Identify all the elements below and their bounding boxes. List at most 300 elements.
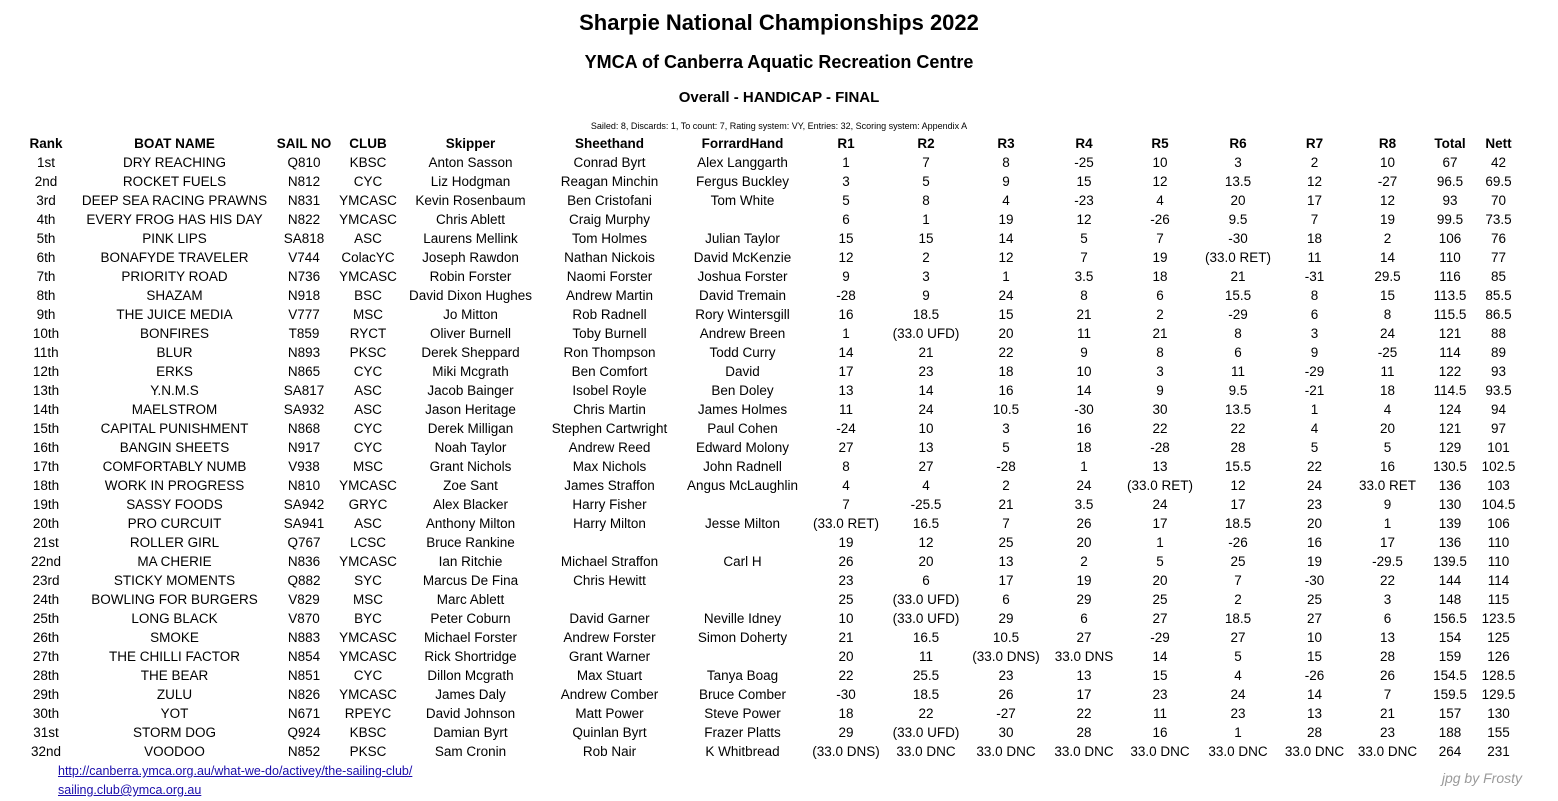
table-cell: 17	[1306, 193, 1323, 208]
table-cell: 10th	[32, 326, 60, 341]
table-cell: Damian Byrt	[433, 725, 508, 740]
table-cell: YMCASC	[339, 212, 397, 227]
table-cell: V829	[288, 592, 320, 607]
table-cell: 33.0 DNC	[1357, 744, 1418, 759]
table-cell: 2	[1156, 307, 1164, 322]
table-cell: 70	[1490, 193, 1507, 208]
table-cell: SA932	[283, 402, 325, 417]
table-cell: 114	[1439, 345, 1461, 360]
table-cell: 25	[838, 592, 854, 607]
table-cell: Edward Molony	[695, 440, 790, 455]
table-cell: 8	[1156, 345, 1164, 360]
table-cell: PRO CURCUIT	[127, 516, 222, 531]
table-cell: -29.5	[1372, 554, 1403, 569]
table-cell: 5	[1234, 649, 1242, 664]
table-cell: Peter Coburn	[430, 611, 511, 626]
table-cell: 25	[998, 535, 1014, 550]
table-cell: Jacob Bainger	[427, 383, 514, 398]
table-cell: Toby Burnell	[572, 326, 647, 341]
table-cell: 29	[838, 725, 854, 740]
table-cell: N854	[287, 649, 321, 664]
table-cell: -27	[1377, 174, 1398, 189]
table-cell: Marc Ablett	[436, 592, 505, 607]
table-cell: 26th	[32, 630, 60, 645]
table-cell: Q924	[287, 725, 321, 740]
table-cell: SYC	[354, 573, 382, 588]
table-cell: 26	[838, 554, 854, 569]
table-cell: 22	[1152, 421, 1168, 436]
table-cell: 8	[1002, 155, 1010, 170]
table-row	[16, 381, 1521, 400]
table-cell: 4	[1002, 193, 1010, 208]
table-cell: -30	[1074, 402, 1094, 417]
table-cell: Reagan Minchin	[560, 174, 659, 189]
table-cell: 16th	[32, 440, 60, 455]
table-cell: Conrad Byrt	[573, 155, 646, 170]
table-row	[16, 324, 1521, 343]
table-cell: 22	[838, 668, 854, 683]
table-cell: Andrew Reed	[568, 440, 651, 455]
table-cell: David Dixon Hughes	[408, 288, 533, 303]
series-info: Sailed: 8, Discards: 1, To count: 7, Rating system: VY, Entries: 32, Scoring system: Appendix A	[590, 121, 968, 131]
table-cell: MA CHERIE	[137, 554, 212, 569]
table-cell: 11	[1307, 250, 1322, 265]
table-cell: 20	[998, 326, 1014, 341]
table-row	[16, 609, 1521, 628]
table-cell: Q810	[287, 155, 321, 170]
table-cell	[540, 590, 679, 609]
table-cell: -25	[1074, 155, 1094, 170]
table-cell: YMCASC	[339, 687, 397, 702]
table-cell: 3rd	[36, 193, 56, 208]
table-cell: 15	[1306, 649, 1323, 664]
table-cell: 10.5	[992, 402, 1020, 417]
table-cell: 136	[1438, 478, 1462, 493]
table-cell: 8	[842, 459, 850, 474]
table-cell: 6	[842, 212, 850, 227]
table-cell: 10	[1379, 155, 1396, 170]
table-cell: ASC	[354, 231, 382, 246]
table-cell: 7	[1234, 573, 1242, 588]
table-cell: N865	[287, 364, 321, 379]
table-cell: Derek Milligan	[427, 421, 514, 436]
table-cell: 106	[1438, 231, 1462, 246]
table-cell: Nathan Nickois	[564, 250, 655, 265]
table-cell: Bruce Rankine	[426, 535, 515, 550]
table-cell: SHAZAM	[146, 288, 203, 303]
table-cell: 24	[998, 288, 1014, 303]
table-cell: 17th	[32, 459, 60, 474]
table-cell: 88	[1490, 326, 1507, 341]
table-cell: 20	[918, 554, 934, 569]
table-cell: 264	[1438, 744, 1462, 759]
table-cell: Jesse Milton	[704, 516, 781, 531]
table-cell: 21	[1152, 326, 1168, 341]
table-cell: 154	[1438, 630, 1462, 645]
table-cell: 128.5	[1481, 668, 1516, 683]
table-cell: PRIORITY ROAD	[121, 269, 228, 284]
column-header: Nett	[1485, 136, 1512, 151]
table-cell: 21	[1230, 269, 1246, 284]
table-row	[16, 571, 1521, 590]
table-cell: 16.5	[912, 630, 940, 645]
table-cell: 24	[918, 402, 934, 417]
table-cell: BOWLING FOR BURGERS	[91, 592, 258, 607]
table-cell: 22	[918, 706, 934, 721]
table-cell: 1	[1383, 516, 1392, 531]
table-cell: 139.5	[1433, 554, 1467, 569]
table-cell: Harry Fisher	[572, 497, 647, 512]
table-cell: 93.5	[1485, 383, 1512, 398]
table-cell: 15	[1076, 174, 1092, 189]
table-cell	[679, 571, 806, 590]
table-cell: 121	[1438, 326, 1462, 341]
table-row	[16, 229, 1521, 248]
table-cell: 3	[922, 269, 930, 284]
footer-links	[58, 762, 412, 800]
table-cell: LONG BLACK	[131, 611, 218, 626]
table-cell: MSC	[353, 307, 383, 322]
table-cell: Bruce Comber	[698, 687, 787, 702]
table-cell: VOODOO	[144, 744, 205, 759]
table-cell: 155	[1487, 725, 1510, 740]
table-cell	[679, 533, 806, 552]
table-cell: 18	[1379, 383, 1396, 398]
table-cell: 28	[1076, 725, 1092, 740]
table-cell: N883	[287, 630, 321, 645]
table-cell: 126	[1487, 649, 1510, 664]
table-cell: -31	[1304, 269, 1325, 284]
results-table	[16, 134, 1521, 761]
table-cell: 27	[918, 459, 934, 474]
table-cell: 12th	[32, 364, 60, 379]
table-cell: (33.0 DNS)	[972, 649, 1040, 664]
table-cell: Ben Doley	[711, 383, 774, 398]
table-cell: KBSC	[349, 155, 387, 170]
table-cell: 17	[838, 364, 854, 379]
table-cell: YMCASC	[339, 554, 397, 569]
table-cell: -28	[836, 288, 856, 303]
table-row	[16, 723, 1521, 742]
table-cell: ERKS	[156, 364, 193, 379]
table-cell: 2	[1310, 155, 1319, 170]
column-header: ForrardHand	[701, 136, 784, 151]
table-row	[16, 267, 1521, 286]
table-row	[16, 153, 1521, 172]
table-cell: 124	[1438, 402, 1462, 417]
table-cell: MAELSTROM	[131, 402, 218, 417]
table-cell: ColacYC	[341, 250, 395, 265]
table-cell: T859	[288, 326, 320, 341]
table-cell: BONAFYDE TRAVELER	[100, 250, 249, 265]
table-cell: 2nd	[34, 174, 58, 189]
column-header: R1	[837, 136, 855, 151]
table-cell: 12	[1306, 174, 1323, 189]
table-cell: (33.0 RET)	[812, 516, 880, 531]
table-cell: Tanya Boag	[706, 668, 779, 683]
table-cell: ASC	[354, 383, 382, 398]
table-cell: 2	[1234, 592, 1242, 607]
table-cell: 18.5	[1224, 611, 1252, 626]
table-cell: Simon Doherty	[697, 630, 788, 645]
table-cell: N671	[287, 706, 321, 721]
table-cell: (33.0 RET)	[1204, 250, 1272, 265]
table-cell: Q882	[287, 573, 321, 588]
table-cell: Sam Cronin	[434, 744, 507, 759]
table-cell: 9	[1002, 174, 1010, 189]
table-cell: V777	[288, 307, 320, 322]
table-cell: Tom Holmes	[571, 231, 647, 246]
table-cell	[679, 210, 806, 229]
table-cell: Ben Comfort	[571, 364, 648, 379]
table-cell: 5	[1383, 440, 1392, 455]
table-cell: STICKY MOMENTS	[113, 573, 236, 588]
table-cell: 18	[838, 706, 854, 721]
table-cell: Liz Hodgman	[430, 174, 511, 189]
table-cell: 125	[1487, 630, 1510, 645]
column-header: R2	[917, 136, 935, 151]
table-cell: 7	[1002, 516, 1010, 531]
table-cell: 115	[1487, 592, 1510, 607]
table-cell: -30	[1228, 231, 1248, 246]
table-cell: 11	[1230, 364, 1245, 379]
table-cell: 24	[1076, 478, 1092, 493]
table-cell: 18	[1306, 231, 1323, 246]
table-cell: 21	[998, 497, 1014, 512]
table-cell: YMCASC	[339, 649, 397, 664]
table-cell: 19	[998, 212, 1014, 227]
table-cell: Max Nichols	[572, 459, 647, 474]
table-cell: N812	[287, 174, 321, 189]
table-cell: K Whitbread	[705, 744, 780, 759]
table-cell: Michael Straffon	[560, 554, 659, 569]
table-cell: SMOKE	[150, 630, 199, 645]
table-row	[16, 343, 1521, 362]
table-cell: 13.5	[1224, 402, 1252, 417]
club-email-link[interactable]: sailing.club@ymca.org.au	[58, 783, 202, 797]
table-cell: Laurens Mellink	[423, 231, 518, 246]
table-cell: 3.5	[1074, 269, 1094, 284]
table-cell: 23	[1379, 725, 1396, 740]
table-cell: 139	[1438, 516, 1462, 531]
table-cell: (33.0 RET)	[1126, 478, 1194, 493]
table-cell: 8	[1383, 307, 1392, 322]
table-cell: 3	[1234, 155, 1242, 170]
table-cell: 4	[842, 478, 850, 493]
table-cell: James Holmes	[697, 402, 788, 417]
table-row	[16, 742, 1521, 761]
table-cell: Michael Forster	[423, 630, 518, 645]
table-cell: 121	[1438, 421, 1462, 436]
table-cell: 6	[1156, 288, 1164, 303]
table-cell: 26	[1076, 516, 1092, 531]
table-cell: YMCASC	[339, 630, 397, 645]
table-cell: 6	[1383, 611, 1392, 626]
table-cell: 99.5	[1436, 212, 1464, 227]
table-cell: 20	[1306, 516, 1323, 531]
table-cell: Jason Heritage	[425, 402, 516, 417]
table-row	[16, 172, 1521, 191]
table-cell: N917	[287, 440, 321, 455]
table-cell: 115.5	[1433, 307, 1467, 322]
table-cell: 9th	[36, 307, 56, 322]
table-cell: 1	[1156, 535, 1164, 550]
table-cell: 7	[1156, 231, 1164, 246]
table-cell: 7	[842, 497, 850, 512]
table-cell: Andrew Forster	[563, 630, 656, 645]
table-cell: 156.5	[1433, 611, 1467, 626]
table-cell: 23	[1306, 497, 1323, 512]
club-website-link[interactable]: http://canberra.ymca.org.au/what-we-do/activey/the-sailing-club/	[58, 764, 413, 778]
table-cell: MSC	[353, 459, 383, 474]
table-cell: Jo Mitton	[443, 307, 498, 322]
table-cell: DRY REACHING	[122, 155, 227, 170]
table-cell: 16	[1306, 535, 1323, 550]
table-cell: 3.5	[1074, 497, 1094, 512]
table-cell: 23	[918, 364, 934, 379]
table-cell: 10	[918, 421, 934, 436]
table-cell: Chris Hewitt	[573, 573, 646, 588]
table-cell: 123.5	[1481, 611, 1516, 626]
table-cell: Robin Forster	[429, 269, 512, 284]
table-cell: Grant Nichols	[429, 459, 512, 474]
table-cell: 15	[1152, 668, 1168, 683]
table-row	[16, 666, 1521, 685]
table-cell: 9	[922, 288, 930, 303]
table-cell: (33.0 UFD)	[892, 611, 960, 626]
table-cell: Zoe Sant	[443, 478, 498, 493]
table-cell: 27th	[32, 649, 60, 664]
table-cell: 3	[1002, 421, 1010, 436]
table-cell: EVERY FROG HAS HIS DAY	[86, 212, 263, 227]
table-cell: 33.0 DNC	[1284, 744, 1345, 759]
table-cell: 110	[1487, 554, 1510, 569]
table-cell: Rory Wintersgill	[695, 307, 790, 322]
table-row	[16, 305, 1521, 324]
table-cell: 29th	[32, 687, 60, 702]
table-cell: 18.5	[912, 307, 940, 322]
table-cell: John Radnell	[703, 459, 782, 474]
table-cell: 11th	[33, 345, 59, 360]
table-cell: David Tremain	[698, 288, 787, 303]
table-cell: 24	[1306, 478, 1323, 493]
table-cell: N893	[287, 345, 321, 360]
table-cell: 1	[1080, 459, 1088, 474]
table-cell: 30	[1152, 402, 1168, 417]
table-cell: 18th	[32, 478, 60, 493]
table-cell: 1st	[36, 155, 55, 170]
table-cell: 18.5	[912, 687, 940, 702]
table-cell: 24	[1379, 326, 1396, 341]
table-cell: Naomi Forster	[566, 269, 653, 284]
table-cell: 19	[1152, 250, 1168, 265]
table-cell: 12	[1076, 212, 1092, 227]
table-cell: 93	[1490, 364, 1507, 379]
table-cell: 15th	[32, 421, 60, 436]
table-cell: Alex Blacker	[432, 497, 509, 512]
table-cell: -30	[836, 687, 856, 702]
table-cell: -29	[1228, 307, 1248, 322]
column-header: Total	[1434, 136, 1466, 151]
table-cell: V870	[288, 611, 320, 626]
table-cell: Miki Mcgrath	[432, 364, 509, 379]
table-cell: 157	[1438, 706, 1462, 721]
table-cell: 4	[1234, 668, 1242, 683]
table-cell: 13	[1152, 459, 1168, 474]
table-cell: 18	[1076, 440, 1092, 455]
table-cell: N918	[287, 288, 321, 303]
table-cell: CYC	[353, 668, 383, 683]
table-cell: 106	[1487, 516, 1510, 531]
table-cell: 6	[922, 573, 930, 588]
table-cell: 14	[918, 383, 934, 398]
table-cell: 13	[998, 554, 1014, 569]
table-cell: Neville Idney	[703, 611, 782, 626]
table-cell: 22	[1230, 421, 1246, 436]
table-cell: 31st	[33, 725, 59, 740]
table-cell: Oliver Burnell	[429, 326, 512, 341]
table-cell: 13	[918, 440, 934, 455]
table-cell: ROCKET FUELS	[122, 174, 227, 189]
table-cell: 17	[1152, 516, 1168, 531]
column-header: Sheethand	[574, 136, 644, 151]
table-cell: 4	[922, 478, 930, 493]
table-row	[16, 685, 1521, 704]
table-cell: Isobel Royle	[572, 383, 647, 398]
table-cell: -26	[1150, 212, 1170, 227]
table-cell: 14	[998, 231, 1014, 246]
table-cell: Matt Power	[575, 706, 644, 721]
table-cell: CYC	[353, 440, 383, 455]
table-cell: 130	[1487, 706, 1510, 721]
series-subtitle: Overall - HANDICAP - FINAL	[678, 89, 880, 106]
table-cell: N810	[287, 478, 321, 493]
table-cell: 97	[1490, 421, 1507, 436]
table-cell: 7	[1080, 250, 1088, 265]
table-row	[16, 457, 1521, 476]
table-cell: 14	[1379, 250, 1396, 265]
table-cell: BONFIRES	[139, 326, 209, 341]
column-header: R7	[1305, 136, 1324, 151]
table-cell: 12	[918, 535, 934, 550]
table-cell: 19	[838, 535, 854, 550]
table-cell: 148	[1438, 592, 1462, 607]
table-cell: (33.0 UFD)	[892, 592, 960, 607]
table-cell: 13.5	[1224, 174, 1252, 189]
table-cell: 114.5	[1433, 383, 1467, 398]
table-cell: 27	[838, 440, 854, 455]
column-header: R8	[1378, 136, 1397, 151]
table-cell: Dillon Mcgrath	[427, 668, 514, 683]
table-row	[16, 248, 1521, 267]
table-cell: 13th	[32, 383, 60, 398]
table-cell: 5	[1002, 440, 1010, 455]
table-cell: 69.5	[1485, 174, 1512, 189]
table-cell: BSC	[354, 288, 382, 303]
table-cell: 11	[1380, 364, 1395, 379]
table-cell: 27	[1230, 630, 1246, 645]
column-header: Skipper	[445, 136, 496, 151]
table-cell: 5	[1310, 440, 1319, 455]
table-cell: 10	[1076, 364, 1092, 379]
table-cell: (33.0 DNS)	[812, 744, 880, 759]
table-cell: 15	[918, 231, 934, 246]
table-cell: 22	[998, 345, 1014, 360]
table-cell: -27	[996, 706, 1016, 721]
table-cell: 11	[838, 402, 853, 417]
table-cell: BYC	[354, 611, 382, 626]
table-cell: 96.5	[1436, 174, 1464, 189]
